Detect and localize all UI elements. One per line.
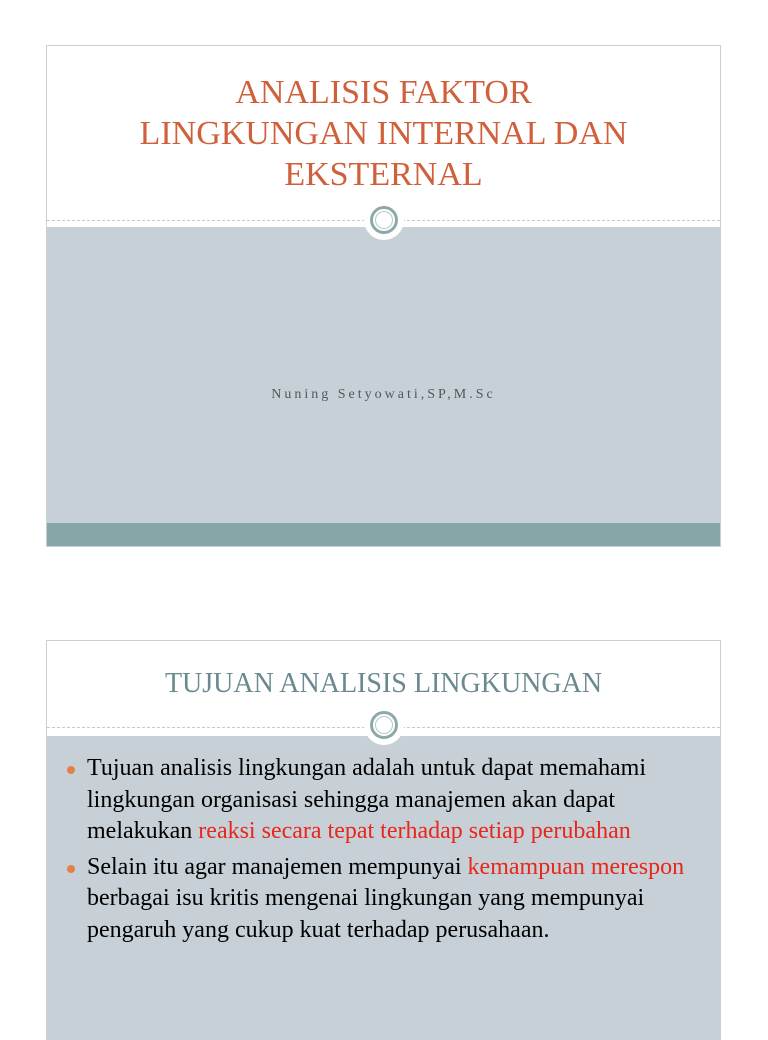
bullet-item: [87, 852, 696, 947]
bullet-item: [87, 753, 696, 848]
bullet-highlight: reaksi secara tepat terhadap setiap perubahan: [198, 818, 631, 844]
content-slide: [46, 640, 721, 1040]
content-area: [47, 736, 720, 1039]
bullet-text: Tujuan analisis lingkungan adalah untuk dapat memahami lingkungan organisasi sehingga manajemen akan dapat melakukan: [87, 755, 647, 844]
title-line-3: EKSTERNAL: [284, 155, 483, 193]
bullet-text-after: berbagai isu kritis mengenai lingkungan yang mempunyai pengaruh yang cukup kuat terhadap perusahaan.: [87, 885, 645, 943]
slide-title: [140, 72, 628, 195]
author-subtitle: Nuning Setyowati,SP,M.Sc: [271, 387, 496, 402]
footer-band: [47, 523, 720, 546]
bullet-text: Selain itu agar manajemen mempunyai: [87, 853, 468, 880]
title-line-1: ANALISIS FAKTOR: [235, 73, 532, 111]
bullet-list: [47, 736, 720, 946]
title-slide: [46, 45, 721, 547]
title-line-2: LINGKUNGAN INTERNAL DAN: [139, 114, 628, 152]
circle-ornament-icon: [364, 200, 404, 240]
circle-ornament-icon: [364, 705, 404, 745]
slide-title: TUJUAN ANALISIS LINGKUNGAN: [164, 668, 603, 699]
subtitle-area: [47, 227, 720, 546]
title-area: [47, 46, 720, 220]
bullet-highlight: kemampuan merespon: [467, 853, 685, 880]
